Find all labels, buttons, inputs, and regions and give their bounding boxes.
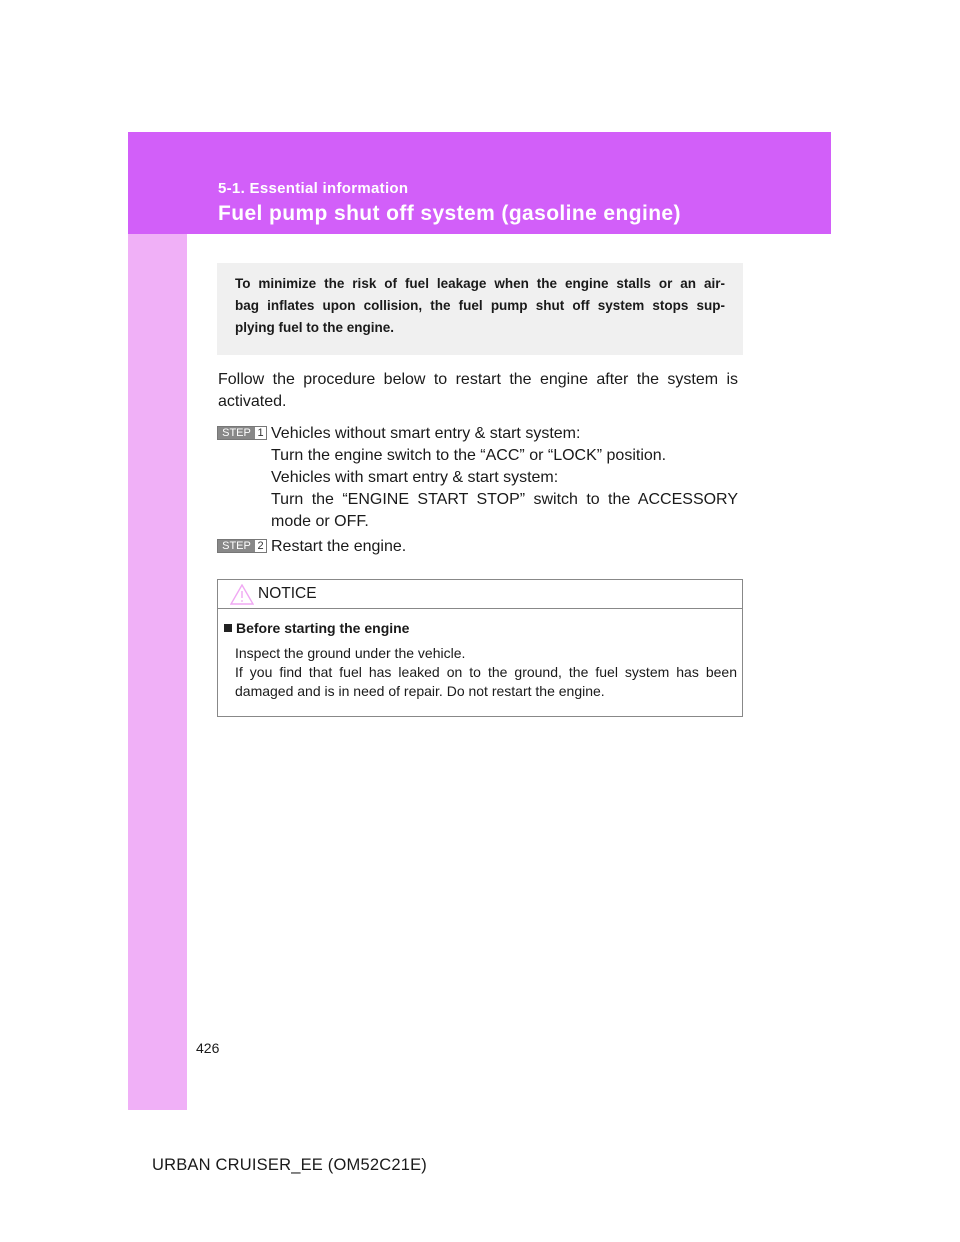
step-line: Vehicles with smart entry & start system:: [271, 469, 559, 486]
step-2-badge: [217, 539, 267, 553]
section-label: 5-1. Essential information: [218, 180, 409, 197]
step-1-text: [271, 423, 738, 533]
step-1-badge: [217, 426, 267, 440]
notice-subheading: [224, 620, 409, 636]
step-2-text: [271, 536, 738, 558]
intro-line: plying fuel to the engine.: [235, 320, 395, 335]
notice-body: [235, 644, 737, 701]
footer-model-code: URBAN CRUISER_EE (OM52C21E): [152, 1156, 427, 1174]
step-line: mode or OFF.: [271, 513, 369, 530]
step-badge-label: STEP: [218, 540, 255, 552]
notice-box: [217, 579, 743, 717]
step-line: Vehicles without smart entry & start system:: [271, 425, 581, 442]
notice-line: If you find that fuel has leaked on to the ground, the fuel system has been damaged and is in need of repair. Do not restart the engine.: [235, 664, 737, 699]
warning-triangle-icon: [230, 584, 254, 605]
notice-subheading-text: Before starting the engine: [236, 620, 410, 636]
square-bullet-icon: [224, 624, 232, 632]
step-line: Restart the engine.: [271, 538, 407, 555]
page-title: Fuel pump shut off system (gasoline engine): [218, 202, 681, 225]
page-side-strip: [128, 132, 187, 1110]
page-number: 426: [196, 1040, 220, 1056]
intro-line: To minimize the risk of fuel leakage when the engine stalls or an air-: [235, 276, 725, 291]
notice-header: [218, 580, 742, 609]
follow-paragraph: Follow the procedure below to restart the engine after the system is activated.: [218, 371, 738, 410]
intro-line: bag inflates upon collision, the fuel pump shut off system stops sup-: [235, 298, 725, 313]
intro-box: [217, 263, 743, 355]
step-badge-number: 1: [255, 427, 266, 439]
notice-label: NOTICE: [258, 585, 317, 602]
notice-line: Inspect the ground under the vehicle.: [235, 645, 466, 661]
step-badge-number: 2: [255, 540, 266, 552]
step-badge-label: STEP: [218, 427, 255, 439]
step-line: Turn the engine switch to the “ACC” or “LOCK” position.: [271, 447, 667, 464]
step-line: Turn the “ENGINE START STOP” switch to the ACCESSORY: [271, 491, 738, 508]
